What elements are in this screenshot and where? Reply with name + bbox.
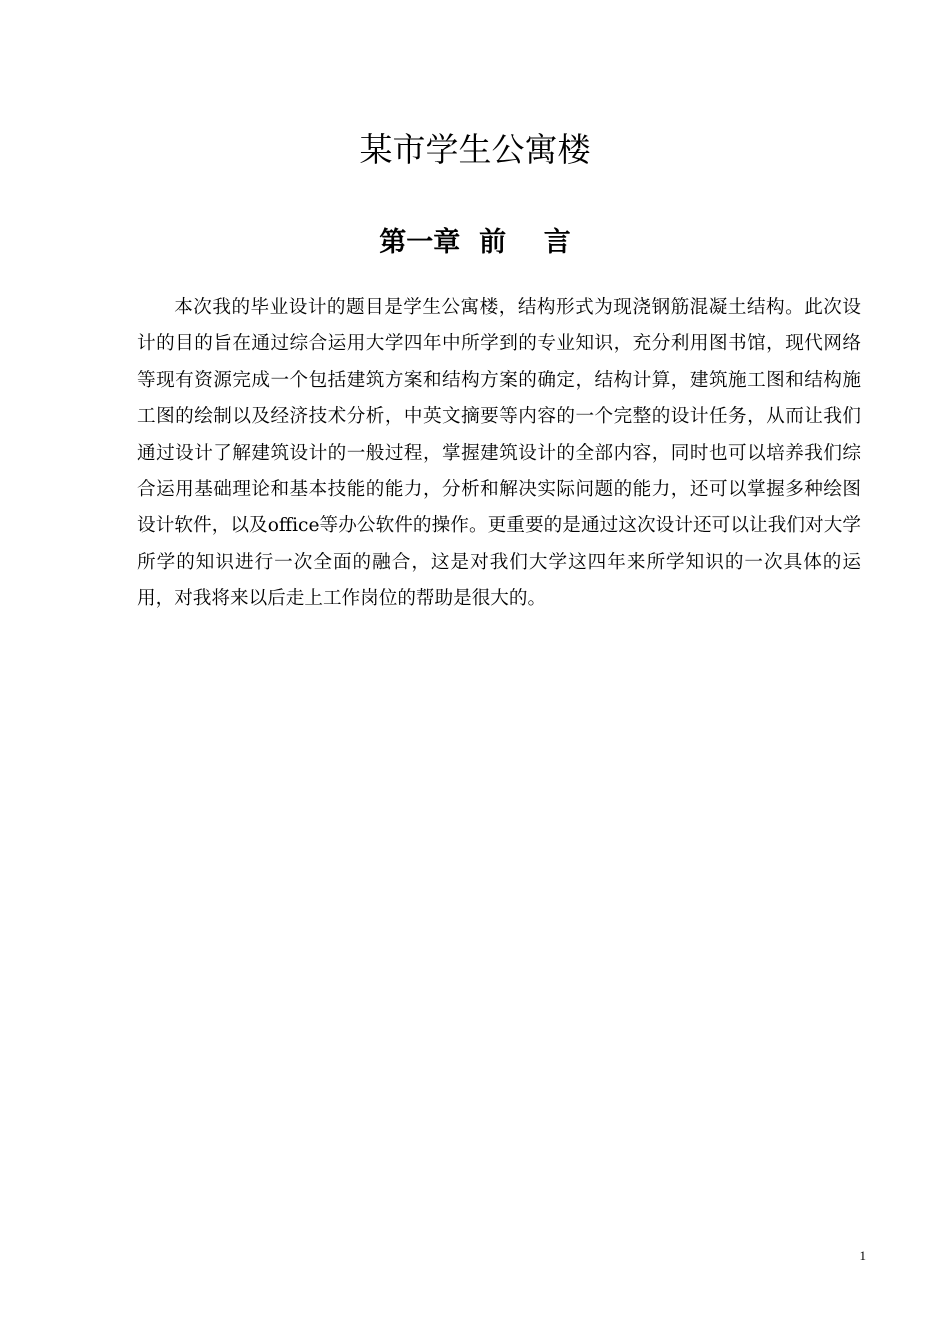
document-title: 某市学生公寓楼 xyxy=(359,130,591,169)
chapter-heading: 第一章 前 言 xyxy=(379,227,571,258)
body-paragraph: 本次我的毕业设计的题目是学生公寓楼，结构形式为现浇钢筋混凝土结构。此次设计的目的旨在通过综合运用大学四年中所学到的专业知识，充分利用图书馆，现代网络等现有资源完成一个包括建筑方案和结构方案的确定，结构计算，建筑施工图和结构施工图的绘制以及经济技术分析，中英文摘要等内容的一个完整的设计任务，从而让我们通过设计了解建筑设计的一般过程，掌握建筑设计的全部内容，同时也可以培养我们综合运用基础理论和基本技能的能力，分析和解决实际问题的能力，还可以掌握多种绘图设计软件，以及office等办公软件的操作。更重要的是通过这次设计还可以让我们对大学所学的知识进行一次全面的融合，这是对我们大学这四年来所学知识的一次具体的运用，对我将来以后走上工作岗位的帮助是很大的。 xyxy=(137,297,861,610)
page-number: 1 xyxy=(859,1248,866,1263)
